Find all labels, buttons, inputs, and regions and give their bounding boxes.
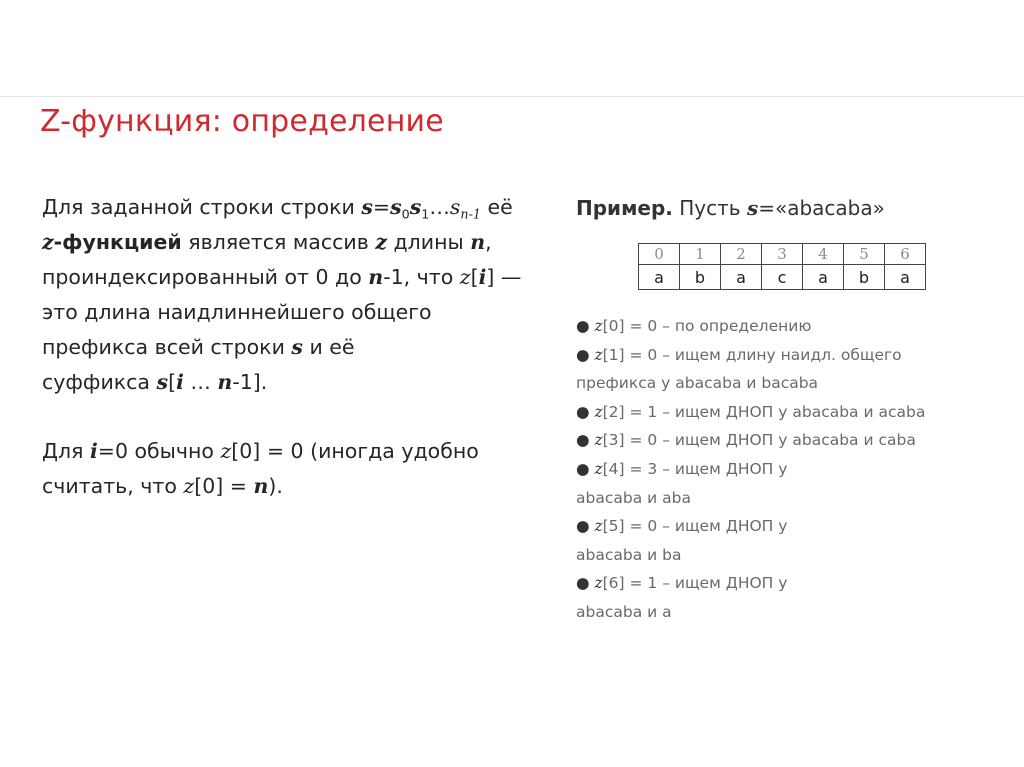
example-string: =«abacaba»: [758, 196, 885, 220]
text: длины: [386, 230, 471, 254]
char-cell: a: [639, 265, 680, 290]
math-z: z: [220, 439, 232, 463]
math-i: i: [478, 265, 487, 289]
index-cell: 2: [721, 244, 762, 265]
text: её: [480, 195, 513, 219]
text: префикса всей строки: [42, 335, 292, 359]
text: Пусть: [672, 196, 747, 220]
definition-block: [42, 190, 562, 504]
math-z: z: [183, 474, 195, 498]
text: это длина наидлиннейшего общего: [42, 300, 432, 324]
math-z: z: [594, 431, 603, 450]
text: и её: [302, 335, 355, 359]
text: Для: [42, 439, 90, 463]
index-cell: 1: [680, 244, 721, 265]
list-item-continuation: abacaba и ba: [576, 545, 682, 564]
slide-title: Z-функция: определение: [40, 104, 444, 139]
char-cell: b: [844, 265, 885, 290]
list-item: [576, 312, 1006, 341]
text: ,: [485, 230, 492, 254]
item-text: [5] = 0 – ищем ДНОП у: [602, 517, 788, 536]
math-s: s: [156, 370, 169, 394]
subscript: 0: [401, 206, 410, 222]
math-s: s: [409, 195, 422, 219]
math-z: z: [594, 345, 603, 364]
math-s: s: [449, 195, 461, 219]
char-cell: b: [680, 265, 721, 290]
text: [: [470, 265, 479, 289]
example-label: Пример.: [576, 196, 673, 220]
text: является массив: [181, 230, 376, 254]
text: суффикса: [42, 370, 157, 394]
top-divider: [0, 96, 1024, 97]
list-item: [576, 569, 1006, 598]
text: ] —: [486, 265, 522, 289]
text-bold: -функцией: [53, 230, 182, 254]
text: [: [168, 370, 177, 394]
definition-paragraph: [42, 190, 562, 400]
item-text: [0] = 0 – по определению: [602, 317, 812, 335]
bullet: ●: [576, 574, 595, 593]
index-cell: 0: [639, 244, 680, 265]
text: ).: [268, 474, 283, 498]
math-z: z: [375, 230, 387, 254]
text: -1].: [232, 370, 268, 394]
math-z: z: [594, 459, 603, 478]
item-text: [2] = 1 – ищем ДНОП у abacaba и acaba: [602, 402, 926, 421]
item-text: [3] = 0 – ищем ДНОП у abacaba и caba: [602, 431, 916, 450]
list-item-continuation: abacaba и a: [576, 602, 672, 621]
index-cell: 4: [803, 244, 844, 265]
list-item: [576, 455, 1006, 484]
bullet: ●: [576, 402, 595, 421]
text: считать, что: [42, 474, 184, 498]
math-z: z: [594, 517, 603, 536]
item-text: [6] = 1 – ищем ДНОП у: [602, 574, 788, 593]
index-cell: 6: [885, 244, 926, 265]
example-heading: [576, 196, 1006, 220]
list-item-continuation: префикса у abacaba и bacaba: [576, 374, 819, 393]
math-n: n: [217, 370, 233, 394]
math-z: z: [459, 265, 471, 289]
char-cell: c: [762, 265, 803, 290]
list-item: [576, 426, 1006, 455]
text: проиндексированный от 0 до: [42, 265, 369, 289]
text: -1, что: [383, 265, 460, 289]
text: …: [183, 370, 218, 394]
math-s: s: [390, 195, 402, 219]
subscript: 1: [421, 206, 430, 222]
item-text: [4] = 3 – ищем ДНОП у: [602, 459, 788, 478]
index-cell: 5: [844, 244, 885, 265]
char-row: [639, 265, 926, 290]
bullet: ●: [576, 517, 595, 536]
list-item-continuation: abacaba и aba: [576, 488, 691, 507]
list-item: [576, 512, 1006, 541]
list-item: [576, 398, 1006, 427]
math-z: z: [594, 402, 603, 421]
bullet: ●: [576, 345, 595, 364]
list-item: [576, 341, 1006, 370]
math-z: z: [594, 574, 603, 593]
char-cell: a: [885, 265, 926, 290]
char-cell: a: [803, 265, 844, 290]
char-cell: a: [721, 265, 762, 290]
math-n: n: [253, 474, 269, 498]
index-row: [639, 244, 926, 265]
bullet: ●: [576, 317, 595, 335]
math-s: s: [746, 196, 759, 220]
note-paragraph: [42, 434, 562, 504]
math-n: n: [368, 265, 384, 289]
text: =: [372, 195, 391, 219]
text: [0] =: [194, 474, 254, 498]
text: [0] = 0 (иногда удобно: [231, 439, 479, 463]
index-cell: 3: [762, 244, 803, 265]
math-z: z: [594, 317, 603, 335]
z-values-list: [576, 312, 1006, 627]
text: Для заданной строки строки: [42, 195, 362, 219]
example-block: [576, 196, 1006, 621]
math-i: i: [176, 370, 184, 394]
string-table: [638, 243, 926, 290]
math-n: n: [470, 230, 486, 254]
text: …: [429, 195, 450, 219]
math-s: s: [361, 195, 373, 219]
subscript: n-1: [460, 206, 481, 222]
math-i: i: [89, 439, 98, 463]
item-text: [1] = 0 – ищем длину наидл. общего: [602, 345, 902, 364]
math-s: s: [291, 335, 303, 359]
text: =0 обычно: [97, 439, 221, 463]
bullet: ●: [576, 431, 595, 450]
math-z: z: [42, 230, 54, 254]
bullet: ●: [576, 459, 595, 478]
